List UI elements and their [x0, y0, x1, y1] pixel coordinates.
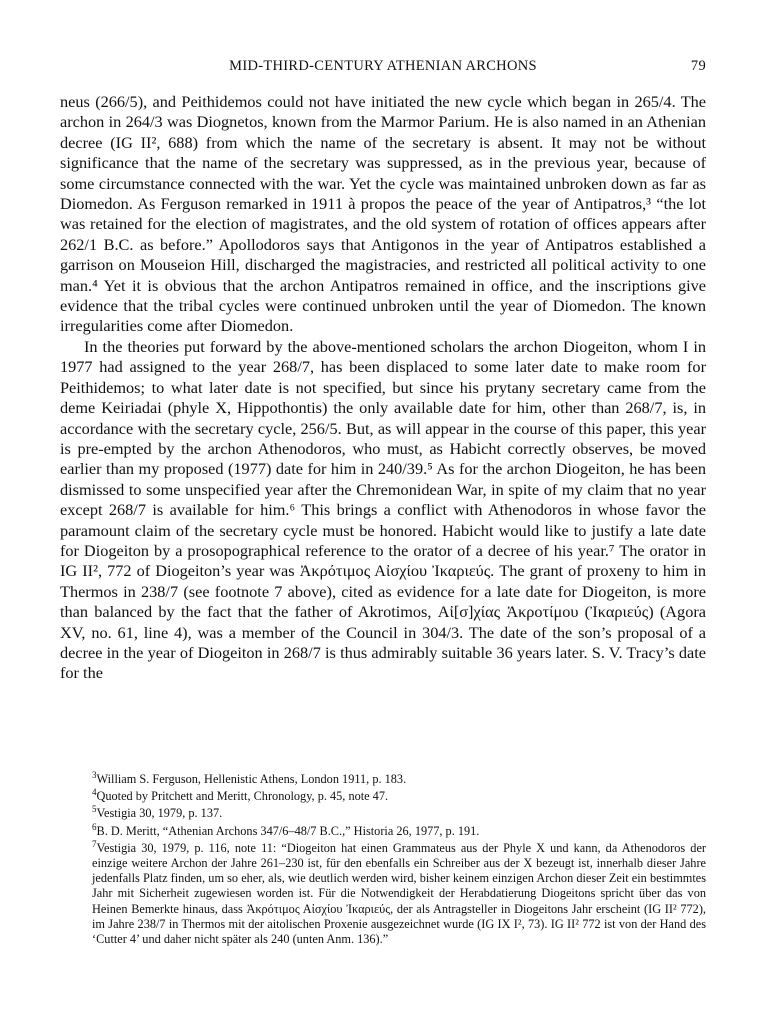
page-number: 79: [690, 58, 706, 74]
footnote: [92, 769, 706, 787]
paragraph: In the theories put forward by the above-mentioned scholars the archon Diogeiton, whom I in 1977 had assigned to the year 268/7, has been displaced to some later date to make room for Peithidemos; to what later date is not specified, but since his prytany secretary came from the deme Keiriadai (phyle X, Hippothontis) the only available date for him, other than 268/7, is, in accordance with the secretary cycle, 256/5. But, as will appear in the course of this paper, this year is pre-empted by the archon Athenodoros, who must, as Habicht correctly observes, be moved earlier than my proposed (1977) date for him in 240/39.⁵ As for the archon Diogeiton, he has been dismissed to some unspecified year after the Chremonidean War, in spite of my claim that no year except 268/7 is available for him.⁶ This brings a conflict with Athenodoros in whose favor the paramount claim of the secretary cycle must be honored. Habicht would like to justify a late date for Diogeiton by a prosopographical reference to the orator of a decree of his year.⁷ The orator in IG II², 772 of Diogeiton’s year was Ἀκρότιμος Αἰσχίου Ἰκαριεύς. The grant of proxeny to him in Thermos in 238/7 (see footnote 7 above), cited as evidence for a late date for Diogeiton, is more than balanced by the fact that the father of Akrotimos, Αἰ[σ]χίας Ἀκροτίμου (Ἰκαριεύς) (Agora XV, no. 61, line 4), was a member of the Council in 304/3. The date of the son’s proposal of a decree in the year of Diogeiton in 268/7 is thus admirably suitable 36 years later. S. V. Tracy’s date for the: [60, 336, 706, 683]
footnote: [92, 821, 706, 839]
footnote: [92, 806, 706, 821]
paragraph: neus (266/5), and Peithidemos could not have initiated the new cycle which began in 265/4. The archon in 264/3 was Diognetos, known from the Marmor Parium. He is also named in an Athenian decree (IG II², 688) from which the name of the secretary is absent. It may not be without significance that the name of the secretary was suppressed, as in the previous year, because of some circumstance connected with the war. Yet the cycle was maintained unbroken down as far as Diomedon. As Ferguson remarked in 1911 à propos the peace of the year of Antipatros,³ “the lot was retained for the election of magistrates, and the old system of rotation of offices appears after 262/1 B.C. as before.” Apollodoros says that Antigonos in the year of Antipatros established a garrison on Mouseion Hill, discharged the magistracies, and restricted all political activity to one man.⁴ Yet it is obvious that the archon Antipatros remained in office, and the inscriptions give evidence that the tribal cycles were continued unbroken until the year of Diomedon. The known irregularities come after Diomedon.: [60, 92, 706, 336]
footnote: [92, 838, 706, 947]
footnote-text: Quoted by Pritchett and Meritt, Chronology, p. 45, note 47.: [96, 789, 389, 804]
footnote-text: Vestigia 30, 1979, p. 116, note 11: “Diogeiton hat einen Grammateus aus der Phyle X und kann, da Athenodoros der einzige weitere Archon der Jahre 261–230 ist, für den ebenfalls ein Schreiber aus der X bezeugt ist, innerhalb dieser Jahre jedenfalls Platz finden, um so eher, als, wie deutlich werden wird, bisher keinem einzigen Archon dieser Zeit ein bestimmtes Jahr mit Sicherheit zugewiesen worden ist. Für die Notwendigkeit der Herabdatierung Diogeitons spricht über das von Heinen Bemerkte hinaus, dass Ἀκρότιμος Αἰσχίου Ἰκαριεύς, der als Antragsteller in Diogeitons Jahr erscheint (IG II² 772), im Jahre 238/7 in Thermos mit der aitolischen Proxenie ausgezeichnet wurde (IG IX I², 73). IG II² 772 ist von der Hand des ‘Cutter 4’ und daher nicht später als 240 (unten Anm. 136).”: [92, 840, 706, 947]
footnote: [92, 789, 706, 804]
footnote-mark: 6: [92, 821, 97, 832]
footnote-text: William S. Ferguson, Hellenistic Athens, London 1911, p. 183.: [96, 772, 407, 786]
running-head-title: MID-THIRD-CENTURY ATHENIAN ARCHONS: [229, 58, 537, 74]
footnote-mark: 7: [92, 838, 97, 849]
footnote-text: B. D. Meritt, “Athenian Archons 347/6–48/7 B.C.,” Historia 26, 1977, p. 191.: [96, 823, 480, 838]
footnote-mark: 5: [92, 804, 97, 815]
footnote-text: Vestigia 30, 1979, p. 137.: [96, 806, 223, 821]
body-text: [60, 92, 706, 684]
footnote-mark: 3: [92, 769, 97, 780]
running-head: [60, 58, 706, 80]
footnotes: [92, 769, 706, 949]
footnote-mark: 4: [92, 787, 97, 798]
